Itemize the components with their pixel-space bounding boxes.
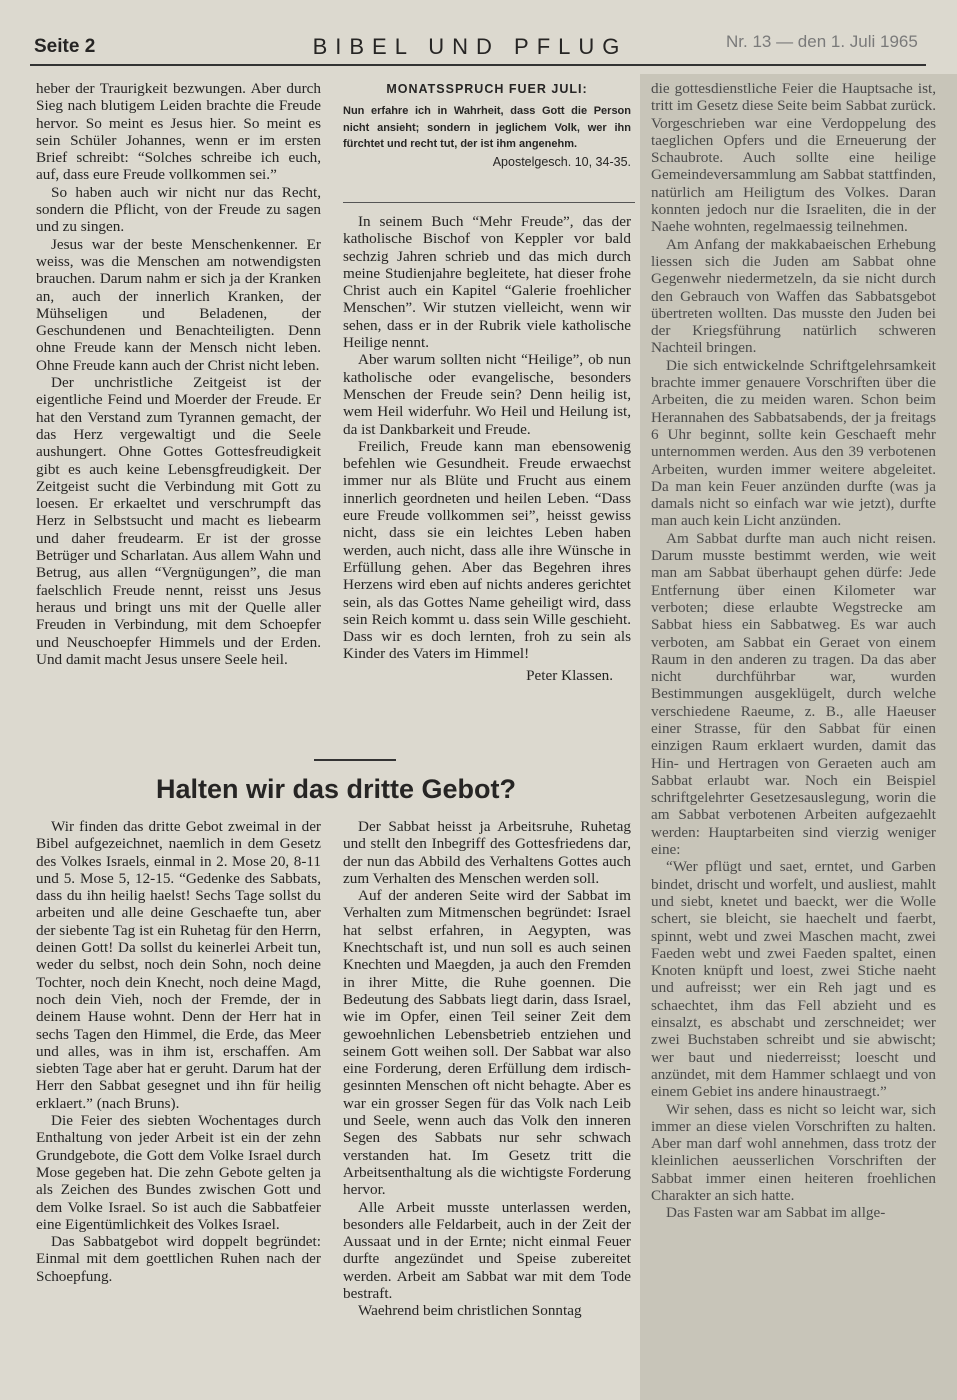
article2-column-3	[651, 80, 936, 1222]
paragraph: heber der Traurigkeit bezwungen. Aber durch Sieg nach blutigem Leiden brachte die Freude hervor. So meint es Jesus hier. So meint es sein Schüler Johannes, wenn er im ersten Brief schreibt: “Solches schreibe ich euch, auf, dass eure Freude vollkommen sei.”	[36, 80, 321, 184]
monthly-motto-box	[343, 76, 631, 169]
page-header	[0, 0, 957, 80]
paragraph: Das Sabbatgebot wird doppelt begründet: Einmal mit dem goettlichen Ruhen nach der Schoepfung.	[36, 1233, 321, 1285]
paragraph: “Wer pflügt und saet, erntet, und Garben bindet, drischt und worfelt, und ausliest, mahlt und siebt, knetet und baeckt, wer die Wolle schert, sie bleicht, sie haechelt und faerbt, spinnt, webt und zwei Maschen macht, zwei Faeden webt und zwei Faeden spaltet, einen Knoten knüpft und loest, zwei Stiche naeht und aufreisst; wer ein Reh jagt und es schaechtet, ihm das Fell abzieht und es einsalzt, es abschabt und zerschneidet; wer zwei Buchstaben schreibt und sie abwischt; wer baut und niederreisst; loescht und anzündet, mit dem Hammer schlaegt und von einem Gebiet ins andere hinaustraegt.”	[651, 858, 936, 1101]
article2-column-2	[343, 818, 631, 1320]
masthead: BIBEL UND PFLUG	[312, 34, 628, 59]
paragraph: Alle Arbeit musste unterlassen werden, besonders alle Feldarbeit, auch in der Zeit der Aussaat und in der Ernte; nicht einmal Feuer durfte angezündet und Speise zubereitet werden. Arbeit am Sabbat war mit dem Tode bestraft.	[343, 1198, 631, 1303]
header-rule	[30, 64, 926, 66]
paragraph: Auf der anderen Seite wird der Sabbat im Verhalten zum Mitmenschen begründet: Israel hat selbst erfahren, in Aegypten, was Knechtschaft ist, und nun soll es auch seinen Knechten und Maegden, ja auch den Fremden in ihrer Mitte, die Ruhe goennen. Die Bedeutung des Sabbats liegt darin, dass Israel, wie im Opfer, einen Teil seiner Zeit dem gewoehnlichen Lebensbetrieb entziehen und seinem Gott weihen soll. Der Sabbat war also eine Forderung, deren Erfüllung dem irdisch-gesinnten Menschen oft nicht behagte. Aber es war ein grosser Segen für das Volk nach Leib und Seele, wenn auch das Volk den inneren Segen des Sabbats nur sehr schwach verstanden hat. Im Gesetz tritt die Arbeitsenthaltung als die wichtigste Forderung hervor.	[343, 887, 631, 1199]
paragraph: In seinem Buch “Mehr Freude”, das der katholische Bischof von Keppler vor bald sechzig Jahren schrieb und das mich durch meine Studienjahre begleitete, hat dieser frohe Christ auch ein Kapitel “Galerie froehlicher Menschen”. Wir stutzen vielleicht, wenn wir sehen, dass er in der Rubrik viele katholische Heilige nennt.	[343, 213, 631, 352]
paragraph: Die Feier des siebten Wochentages durch Enthaltung von jeder Arbeit ist ein der zehn Grundgebote, die Gott dem Volke Israel durch Mose gegeben hat. Die zehn Gebote gelten ja als Zeichen des Bundes zwischen Gott und dem Volke Israel. So ist auch die Sabbatfeier eine Eigentümlichkeit des Volkes Israel.	[36, 1112, 321, 1233]
article-separator	[314, 759, 396, 761]
article1-column-2	[343, 213, 631, 684]
paragraph: Der Sabbat heisst ja Arbeitsruhe, Ruhetag und stellt den Inbegriff des Gottesfriedens dar, der nun das Abbild des Verhaltens Gottes auch zum Verhalten des Menschen werden soll.	[343, 818, 631, 887]
motto-divider	[343, 202, 635, 203]
paragraph: Am Anfang der makkabaeischen Erhebung liessen sich die Juden am Sabbat ohne Gegenwehr niedermetzeln, da sie nicht durch den Gebrauch von Waffen das Sabbatsgebot übertreten wollten. Das musste den Juden bei der Kriegsführung natürlich schweren Nachteil bringen.	[651, 235, 936, 357]
article2-column-1	[36, 818, 321, 1285]
paragraph: So haben auch wir nicht nur das Recht, sondern die Pflicht, von der Freude zu sagen und zu singen.	[36, 183, 321, 236]
paragraph: Freilich, Freude kann man ebensowenig befehlen wie Gesundheit. Freude erwaechst immer nur als Blüte und Frucht aus einem innerlich geordneten und heilen Leben. “Dass eure Freude vollkommen sei”, heisst gewiss nicht, dass sie ein leichtes Leben haben werden, auch nicht, dass alle ihre Wünsche in Erfüllung gehen. Aber das Begehren ihres Herzens wird eben auf nichts anderes gerichtet sein, als das Gottes Name geheiligt wird, dass sein Reich kommt u. dass sein Wille geschieht. Dass wir es doch lernten, froh zu sein als Kinder des Vaters im Himmel!	[343, 437, 631, 663]
page-number: Seite 2	[34, 36, 96, 57]
motto-text: Nun erfahre ich in Wahrheit, dass Gott die Person nicht ansieht; sondern in jeglichem Volk, wer ihn fürchtet und recht tut, der ist ihm angenehm.	[343, 105, 631, 150]
paragraph: Die sich entwickelnde Schriftgelehrsamkeit brachte immer genauere Vorschriften über die Arbeiten, die zu meiden waren. Schon beim Herannahen des Sabbatsabends, der ja freitags 6 Uhr beginnt, sollte kein Geschaeft mehr unternommen werden. Aus den 39 verbotenen Arbeiten, wurden immer weitere abgeleitet. Da man kein Feuer anzünden durfte (was ja damals nicht so einfach war wie jetzt), durfte man auch kein Licht anzünden.	[651, 356, 936, 530]
author-signature: Peter Klassen.	[526, 666, 613, 684]
paragraph: Der unchristliche Zeitgeist ist der eigentliche Feind und Moerder der Freude. Er hat den Verstand zum Tyrannen gemacht, der das Herz vergewaltigt und die Seele aushungert. Ohne Gottes Gottesfreudigkeit gibt es auch keine Lebensgfreudigkeit. Der Zeitgeist sucht die Verbindung mit Gott zu loesen. Er erkaeltet und verschrumpft das Herz in Selbstsucht und macht es liebearm und daher freudearm. Er ist der grosse Betrüger und Scharlatan. Aus allem Wahn und Betrug, aus allen “Vergnügungen”, die man faelschlich Freude nennt, reisst uns Jesus heraus und bringt uns mit der Quelle aller Freuden in Verbindung, mit dem Schoepfer und Neuschoepfer Himmels und der Erden. Und damit macht Jesus unsere Seele heil.	[36, 374, 321, 668]
paragraph: die gottesdienstliche Feier die Hauptsache ist, tritt im Gesetz diese Seite beim Sabbat zurück. Vorgeschrieben war eine Verdoppelung des taeglichen Opfers und die Erneuerung der Schaubrote. Auch sollte eine heilige Gemeindeversammlung am Sabbat stattfinden, natürlich am Heiligtum des Volkes. Daran konnten jedoch nur die Israeliten, die in der Naehe wohnten, regelmaessig teilnehmen.	[651, 80, 936, 236]
article2-headline: Halten wir das dritte Gebot?	[155, 774, 517, 804]
paragraph: Jesus war der beste Menschenkenner. Er weiss, was die Menschen am notwendigsten brauchen. Darum nahm er sich ja der Kranken an, auch der innerlich Kranken, der Mühseligen und Beladenen, der Geschundenen und Benachteiligten. Denn ohne Freude kann der Mensch nicht leben. Ohne Freude kann auch der Christ nicht leben.	[36, 235, 321, 374]
motto-title: MONATSSPRUCH FUER JULI:	[386, 82, 588, 96]
paragraph: Am Sabbat durfte man auch nicht reisen. Darum musste bestimmt werden, wie weit man am Sabbat überhaupt gehen dürfe: Jede Entfernung über einen Kilometer war verboten; diese erlaubte Wegstrecke am Sabbat hiess ein Sabbatweg. Es war auch verboten, am Sabbat ein Geraet von einem Raum in den anderen zu tragen. Da das aber nicht durchführbar war, wurden Bestimmungen ausgeklügelt, durch welche verschiedene Raeume, z. B., alle Haeuser einer Strasse, für den Sabbat für einen einzigen Raum erklaert wurden, damit das Hin- und Hertragen von Geraeten auch am Sabbat erlaubt war. Noch ein Beispiel schriftgelehrter Gesetzesauslegung, worin die am Sabbat verbotenen Arbeiten aufgezaehlt werden: Hauptarbeiten sind vierzig weniger eine:	[651, 529, 936, 859]
paragraph: Das Fasten war am Sabbat im allge-	[666, 1204, 886, 1222]
paragraph: Waehrend beim christlichen Sonntag	[358, 1302, 582, 1320]
paragraph: Wir sehen, dass es nicht so leicht war, sich immer an diese vielen Vorschriften zu halten. Aber man darf wohl annehmen, dass trotz der kleinlichen aeusserlichen Vorschriften der Sabbat immer einen heiteren froehlichen Charakter an sich hatte.	[651, 1100, 936, 1204]
article1-column-1	[36, 80, 321, 668]
paragraph: Wir finden das dritte Gebot zweimal in der Bibel aufgezeichnet, naemlich in dem Gesetz des Volkes Israels, einmal in 2. Mose 20, 8-11 und 5. Mose 5, 12-15. “Gedenke des Sabbats, dass du ihn heilig haelst! Sechs Tage sollst du arbeiten und alle deine Geschaefte tun, aber der siebente Tag ist ein Ruhetag für den Herrn, deinen Gott! Da sollst du keinerlei Arbeit tun, weder du selbst, noch dein Sohn, noch deine Tochter, noch dein Knecht, noch deine Magd, noch dein Vieh, noch der Fremde, der in deinem Hause wohnt. Denn der Herr hat in sechs Tagen den Himmel, die Erde, das Meer und alles, was in ihm ist, erschaffen. Am siebten Tage aber hat er geruht. Darum hat der Herr den Sabbat gesegnet und ihn für heilig erklaert.” (nach Bruns).	[36, 818, 321, 1112]
paragraph: Aber warum sollten nicht “Heilige”, ob nun katholische oder evangelische, besonders Menschen der Freude sein? Denn heilig ist, wem Heil widerfuhr. Wo Heil und Heilung ist, da ist Dankbarkeit und Freude.	[343, 351, 631, 438]
motto-source: Apostelgesch. 10, 34-35.	[492, 154, 631, 169]
issue-date: Nr. 13 — den 1. Juli 1965	[726, 32, 918, 51]
